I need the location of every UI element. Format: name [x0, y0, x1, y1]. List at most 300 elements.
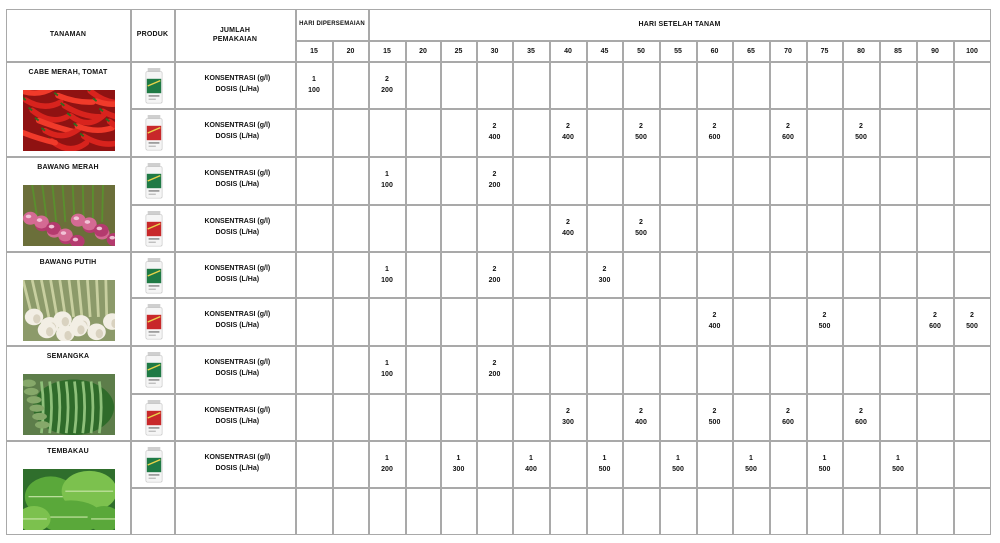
day-cell [550, 62, 587, 109]
konsentrasi-label: KONSENTRASI (g/l) [204, 217, 271, 225]
konsentrasi-value: 2 [492, 122, 497, 130]
day-cell [550, 205, 587, 252]
red-product-icon [145, 114, 163, 152]
day-cell [880, 488, 917, 535]
dosis-value: 400 [525, 465, 537, 473]
day-cell [733, 346, 770, 394]
watermelon-photo [23, 374, 115, 435]
day-cell [660, 441, 697, 488]
tobacco-leaf-photo [23, 469, 115, 530]
day-cell [954, 394, 991, 441]
day-header-persemaian: 15 [296, 41, 333, 62]
day-cell [296, 346, 333, 394]
day-cell [770, 62, 807, 109]
day-cell [296, 441, 333, 488]
day-cell [550, 394, 587, 441]
day-cell [954, 109, 991, 157]
day-cell [954, 205, 991, 252]
day-header-tanam: 40 [550, 41, 587, 62]
day-cell [807, 252, 843, 298]
konsentrasi-value: 2 [566, 122, 570, 130]
crop-name: BAWANG PUTIH [39, 258, 97, 266]
day-cell [880, 62, 917, 109]
day-cell [660, 157, 697, 205]
day-cell [406, 394, 441, 441]
day-cell [770, 157, 807, 205]
day-cell [587, 252, 623, 298]
product-cell [131, 298, 175, 346]
day-header-persemaian: 20 [333, 41, 369, 62]
day-cell [333, 346, 369, 394]
crop-cell [6, 441, 131, 535]
day-cell [807, 298, 843, 346]
product-cell [131, 157, 175, 205]
day-cell [660, 346, 697, 394]
day-cell [917, 488, 954, 535]
dosis-value: 300 [452, 465, 465, 473]
day-cell [441, 205, 477, 252]
dosis-value: 500 [855, 133, 867, 141]
day-cell [954, 252, 991, 298]
day-cell [296, 62, 333, 109]
day-cell [770, 346, 807, 394]
day-cell [770, 109, 807, 157]
red-product-icon [145, 399, 163, 437]
dosis-value: 500 [818, 322, 831, 330]
day-cell [296, 394, 333, 441]
dosis-value: 500 [598, 465, 611, 473]
konsentrasi-label: KONSENTRASI (g/l) [204, 406, 271, 414]
day-cell [369, 298, 406, 346]
day-cell [477, 488, 513, 535]
day-cell [843, 441, 880, 488]
dosis-value: 200 [488, 276, 501, 284]
day-cell [441, 109, 477, 157]
dosis-value: 600 [929, 322, 941, 330]
dosis-value: 500 [635, 133, 647, 141]
day-cell [550, 488, 587, 535]
dosis-value: 400 [488, 133, 501, 141]
day-cell [477, 62, 513, 109]
day-cell [441, 488, 477, 535]
day-cell [770, 394, 807, 441]
day-cell [477, 441, 513, 488]
day-cell [807, 205, 843, 252]
day-cell [587, 157, 623, 205]
crop-cell [6, 62, 131, 157]
day-cell [954, 298, 991, 346]
day-cell [770, 488, 807, 535]
dosis-value: 600 [708, 133, 721, 141]
usage-label-cell [175, 394, 296, 441]
day-cell [587, 298, 623, 346]
konsentrasi-value: 1 [385, 359, 389, 367]
day-cell [954, 157, 991, 205]
day-cell [843, 157, 880, 205]
day-cell [733, 109, 770, 157]
day-header-tanam: 60 [697, 41, 733, 62]
day-cell [770, 252, 807, 298]
day-cell [333, 205, 369, 252]
day-cell [843, 109, 880, 157]
day-cell [623, 346, 660, 394]
day-cell [550, 346, 587, 394]
day-cell [296, 109, 333, 157]
day-cell [513, 441, 550, 488]
day-cell [550, 109, 587, 157]
day-cell [441, 441, 477, 488]
product-cell [131, 346, 175, 394]
dosis-value: 200 [381, 465, 393, 473]
konsentrasi-value: 1 [385, 170, 389, 178]
usage-label-cell [175, 488, 296, 535]
day-header-tanam: 30 [477, 41, 513, 62]
dosis-label: DOSIS (L/Ha) [215, 417, 260, 425]
day-cell [880, 109, 917, 157]
usage-label-cell [175, 441, 296, 488]
day-cell [513, 298, 550, 346]
dosis-value: 600 [782, 133, 794, 141]
day-cell [697, 488, 733, 535]
day-cell [843, 252, 880, 298]
konsentrasi-value: 1 [456, 454, 461, 462]
dosis-value: 100 [308, 86, 320, 94]
dosis-label: DOSIS (L/Ha) [215, 369, 260, 377]
konsentrasi-label: KONSENTRASI (g/l) [204, 169, 271, 177]
day-cell [623, 205, 660, 252]
product-cell [131, 252, 175, 298]
day-cell [843, 298, 880, 346]
red-product-icon [145, 303, 163, 341]
dosis-value: 500 [892, 465, 904, 473]
day-cell [587, 394, 623, 441]
day-cell [406, 205, 441, 252]
day-cell [660, 252, 697, 298]
dosis-value: 300 [562, 418, 574, 426]
konsentrasi-value: 1 [385, 454, 389, 462]
dosis-value: 500 [708, 418, 721, 426]
day-cell [917, 346, 954, 394]
product-cell [131, 109, 175, 157]
dosis-value: 200 [488, 181, 501, 189]
day-cell [513, 346, 550, 394]
day-cell [587, 205, 623, 252]
day-cell [333, 488, 369, 535]
day-header-tanam: 20 [406, 41, 441, 62]
konsentrasi-value: 2 [712, 407, 717, 415]
day-cell [441, 394, 477, 441]
day-cell [296, 488, 333, 535]
day-cell [296, 157, 333, 205]
header-jumlah-line1: JUMLAH [219, 26, 251, 34]
product-cell [131, 62, 175, 109]
day-header-tanam: 55 [660, 41, 697, 62]
day-cell [587, 62, 623, 109]
dosis-value: 400 [562, 229, 574, 237]
day-cell [880, 441, 917, 488]
day-cell [477, 205, 513, 252]
dosis-value: 600 [782, 418, 794, 426]
day-cell [623, 252, 660, 298]
day-cell [513, 62, 550, 109]
day-cell [296, 205, 333, 252]
day-cell [697, 346, 733, 394]
day-cell [406, 298, 441, 346]
day-cell [550, 298, 587, 346]
day-header-tanam: 80 [843, 41, 880, 62]
day-cell [807, 394, 843, 441]
day-cell [369, 62, 406, 109]
day-cell [843, 394, 880, 441]
day-cell [477, 346, 513, 394]
konsentrasi-label: KONSENTRASI (g/l) [204, 358, 271, 366]
day-cell [733, 298, 770, 346]
day-cell [441, 62, 477, 109]
dosis-label: DOSIS (L/Ha) [215, 321, 260, 329]
konsentrasi-value: 2 [933, 311, 937, 319]
day-cell [623, 394, 660, 441]
dosis-value: 100 [381, 181, 393, 189]
day-cell [697, 157, 733, 205]
dosis-value: 500 [818, 465, 831, 473]
konsentrasi-value: 2 [786, 122, 790, 130]
konsentrasi-value: 2 [639, 122, 643, 130]
day-cell [880, 157, 917, 205]
day-cell [697, 394, 733, 441]
day-cell [733, 205, 770, 252]
header-hari-dipersemaian: HARI DIPERSEMAIAN [296, 9, 369, 41]
crop-name: CABE MERAH, TOMAT [28, 68, 108, 76]
day-cell [660, 205, 697, 252]
product-cell [131, 441, 175, 488]
crop-name: BAWANG MERAH [37, 163, 99, 171]
day-cell [880, 346, 917, 394]
day-cell [513, 109, 550, 157]
red-chili-photo [23, 90, 115, 151]
day-cell [954, 346, 991, 394]
konsentrasi-value: 1 [896, 454, 900, 462]
header-hari-setelah-tanam: HARI SETELAH TANAM [369, 9, 991, 41]
dosis-value: 500 [672, 465, 684, 473]
day-cell [296, 252, 333, 298]
day-cell [917, 205, 954, 252]
day-cell [406, 62, 441, 109]
konsentrasi-value: 2 [712, 122, 717, 130]
day-cell [369, 157, 406, 205]
dosis-label: DOSIS (L/Ha) [215, 228, 260, 236]
green-product-icon [145, 446, 163, 484]
day-header-tanam: 35 [513, 41, 550, 62]
day-cell [660, 298, 697, 346]
day-cell [513, 252, 550, 298]
day-cell [917, 252, 954, 298]
crop-name: TEMBAKAU [47, 447, 89, 455]
day-cell [441, 298, 477, 346]
day-cell [550, 157, 587, 205]
day-cell [880, 252, 917, 298]
day-cell [406, 109, 441, 157]
day-cell [733, 252, 770, 298]
day-cell [587, 109, 623, 157]
day-cell [917, 109, 954, 157]
konsentrasi-value: 1 [749, 454, 753, 462]
day-cell [660, 488, 697, 535]
day-cell [477, 109, 513, 157]
usage-label-cell [175, 252, 296, 298]
day-cell [880, 205, 917, 252]
day-cell [477, 157, 513, 205]
day-cell [406, 157, 441, 205]
day-cell [807, 488, 843, 535]
day-cell [770, 205, 807, 252]
day-cell [333, 62, 369, 109]
dosis-value: 400 [562, 133, 574, 141]
day-cell [843, 205, 880, 252]
day-cell [917, 62, 954, 109]
day-cell [697, 252, 733, 298]
day-cell [369, 441, 406, 488]
day-header-tanam: 75 [807, 41, 843, 62]
konsentrasi-value: 2 [385, 75, 389, 83]
usage-label-cell [175, 109, 296, 157]
day-cell [333, 441, 369, 488]
day-cell [369, 205, 406, 252]
day-cell [733, 394, 770, 441]
day-header-tanam: 65 [733, 41, 770, 62]
dosis-value: 400 [708, 322, 721, 330]
header-tanaman: TANAMAN [6, 9, 131, 62]
day-header-tanam: 45 [587, 41, 623, 62]
day-cell [369, 394, 406, 441]
day-header-tanam: 15 [369, 41, 406, 62]
day-header-tanam: 70 [770, 41, 807, 62]
konsentrasi-value: 2 [492, 265, 497, 273]
konsentrasi-value: 2 [712, 311, 717, 319]
konsentrasi-value: 2 [859, 407, 863, 415]
day-cell [513, 488, 550, 535]
day-cell [843, 62, 880, 109]
day-cell [369, 109, 406, 157]
dosis-value: 500 [745, 465, 757, 473]
usage-label-cell [175, 205, 296, 252]
day-cell [333, 109, 369, 157]
day-cell [623, 62, 660, 109]
day-cell [733, 441, 770, 488]
day-cell [697, 62, 733, 109]
day-cell [587, 441, 623, 488]
day-cell [880, 394, 917, 441]
product-cell [131, 394, 175, 441]
konsentrasi-value: 2 [492, 359, 497, 367]
day-cell [369, 346, 406, 394]
day-cell [369, 488, 406, 535]
konsentrasi-value: 2 [566, 407, 570, 415]
day-cell [917, 441, 954, 488]
day-cell [697, 441, 733, 488]
day-cell [513, 394, 550, 441]
day-cell [333, 157, 369, 205]
day-cell [441, 157, 477, 205]
day-cell [513, 157, 550, 205]
dosis-value: 200 [381, 86, 393, 94]
day-header-tanam: 25 [441, 41, 477, 62]
crop-cell [6, 252, 131, 346]
dosis-value: 600 [855, 418, 867, 426]
usage-label-cell [175, 346, 296, 394]
usage-label-cell [175, 157, 296, 205]
day-cell [587, 346, 623, 394]
day-cell [441, 252, 477, 298]
day-cell [623, 298, 660, 346]
konsentrasi-value: 2 [602, 265, 607, 273]
day-cell [807, 109, 843, 157]
crop-name: SEMANGKA [46, 352, 90, 360]
day-cell [843, 488, 880, 535]
day-cell [550, 441, 587, 488]
day-cell [807, 346, 843, 394]
day-cell [296, 298, 333, 346]
day-cell [369, 252, 406, 298]
day-cell [550, 252, 587, 298]
crop-cell [6, 346, 131, 441]
dosis-label: DOSIS (L/Ha) [215, 275, 260, 283]
day-cell [623, 488, 660, 535]
dosis-label: DOSIS (L/Ha) [215, 180, 260, 188]
day-header-tanam: 90 [917, 41, 954, 62]
konsentrasi-value: 1 [602, 454, 607, 462]
day-cell [660, 62, 697, 109]
konsentrasi-value: 2 [492, 170, 497, 178]
day-cell [660, 394, 697, 441]
konsentrasi-value: 1 [676, 454, 680, 462]
red-product-icon [145, 210, 163, 248]
day-cell [333, 394, 369, 441]
konsentrasi-value: 1 [822, 454, 827, 462]
day-cell [733, 62, 770, 109]
day-cell [807, 62, 843, 109]
day-cell [697, 298, 733, 346]
konsentrasi-value: 2 [970, 311, 974, 319]
day-cell [770, 441, 807, 488]
green-product-icon [145, 67, 163, 105]
day-cell [441, 346, 477, 394]
header-jumlah-pemakaian [175, 9, 296, 62]
dosis-value: 100 [381, 276, 393, 284]
konsentrasi-value: 2 [859, 122, 863, 130]
konsentrasi-label: KONSENTRASI (g/l) [204, 310, 271, 318]
konsentrasi-value: 1 [529, 454, 533, 462]
day-cell [770, 298, 807, 346]
day-cell [807, 441, 843, 488]
dosis-value: 100 [381, 370, 393, 378]
day-cell [406, 441, 441, 488]
shallot-photo [23, 185, 115, 246]
day-cell [623, 157, 660, 205]
day-cell [917, 157, 954, 205]
day-cell [406, 488, 441, 535]
konsentrasi-label: KONSENTRASI (g/l) [204, 264, 271, 272]
dosis-label: DOSIS (L/Ha) [215, 464, 260, 472]
day-cell [513, 205, 550, 252]
dosis-value: 200 [488, 370, 501, 378]
konsentrasi-value: 1 [385, 265, 389, 273]
product-cell [131, 205, 175, 252]
day-cell [807, 157, 843, 205]
day-cell [406, 252, 441, 298]
day-cell [697, 205, 733, 252]
day-cell [954, 488, 991, 535]
usage-label-cell [175, 62, 296, 109]
